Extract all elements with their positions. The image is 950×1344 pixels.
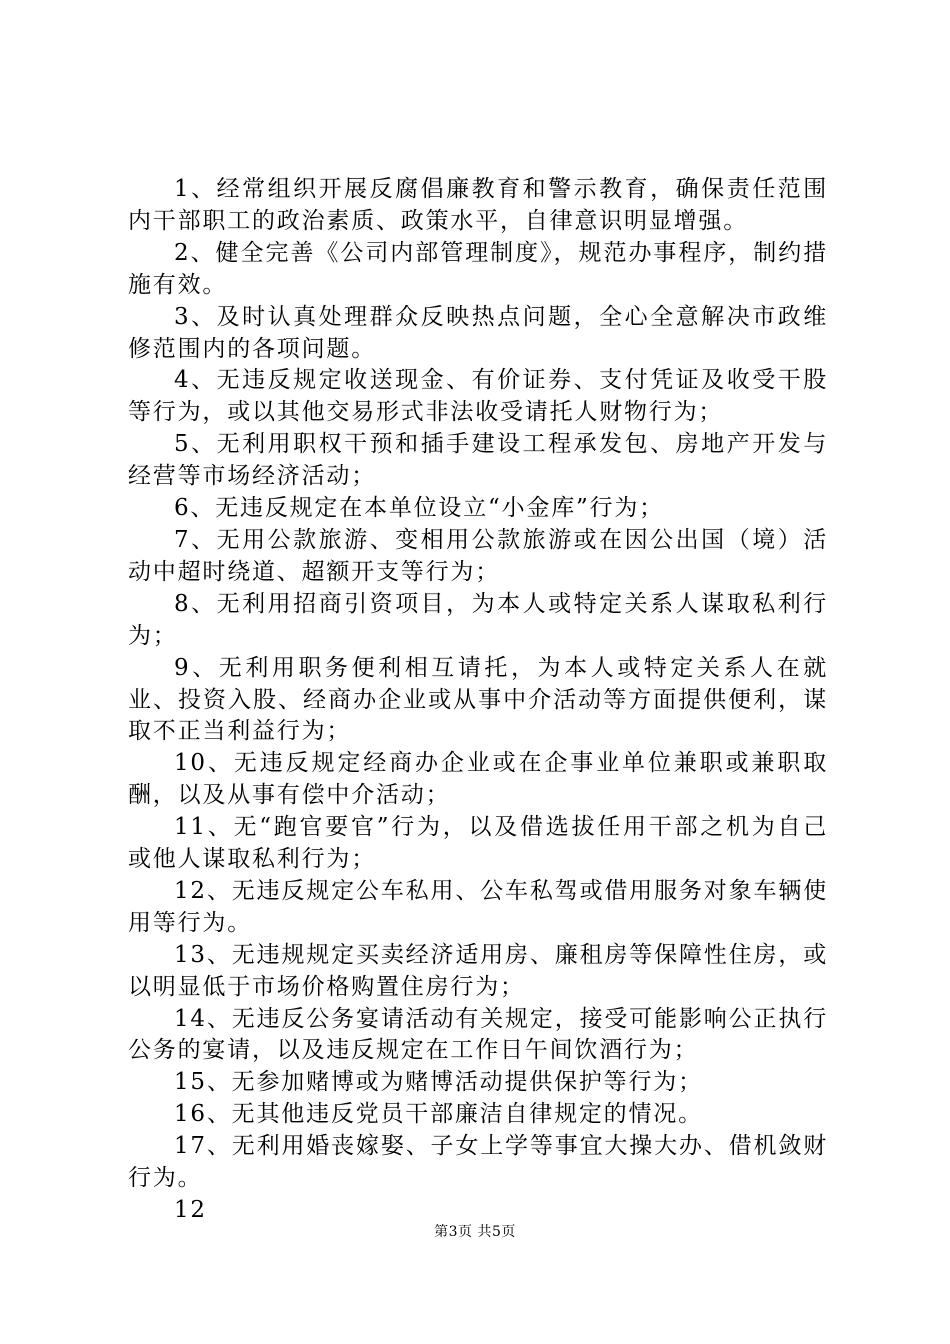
paragraph-9: 9、无利用职务便利相互请托，为本人或特定关系人在就业、投资入股、经商办企业或从事中介活动等方面提供便利，谋取不正当利益行为；: [128, 654, 828, 745]
paragraph-8: 8、无利用招商引资项目，为本人或特定关系人谋取私利行为；: [128, 590, 828, 649]
paragraph-7: 7、无用公款旅游、变相用公款旅游或在因公出国（境）活动中超时绕道、超额开支等行为；: [128, 526, 828, 585]
paragraph-4: 4、无违反规定收送现金、有价证券、支付凭证及收受干股等行为，或以其他交易形式非法收受请托人财物行为；: [128, 367, 828, 426]
paragraph-14: 14、无违反公务宴请活动有关规定，接受可能影响公正执行公务的宴请，以及违反规定在工作日午间饮酒行为；: [128, 1005, 828, 1064]
paragraph-12: 12、无违反规定公车私用、公车私驾或借用服务对象车辆使用等行为。: [128, 877, 828, 936]
paragraph-6: 6、无违反规定在本单位设立“小金库”行为；: [174, 495, 664, 522]
paragraph-16: 16、无其他违反党员干部廉洁自律规定的情况。: [174, 1101, 703, 1128]
paragraph-18: 12: [174, 1197, 207, 1223]
document-body: [128, 174, 828, 1227]
paragraph-15: 15、无参加赌博或为赌博活动提供保护等行为；: [174, 1069, 703, 1096]
page-number-footer: 第3页 共5页: [434, 1224, 516, 1240]
paragraph-13: 13、无违规规定买卖经济适用房、廉租房等保障性住房，或以明显低于市场价格购置住房行为；: [128, 941, 828, 1000]
paragraph-17: 17、无利用婚丧嫁娶、子女上学等事宜大操大办、借机敛财行为。: [128, 1133, 828, 1192]
paragraph-10: 10、无违反规定经商办企业或在企事业单位兼职或兼职取酬，以及从事有偿中介活动；: [128, 750, 828, 809]
paragraph-5: 5、无利用职权干预和插手建设工程承发包、房地产开发与经营等市场经济活动；: [128, 431, 828, 490]
paragraph-1: 1、经常组织开展反腐倡廉教育和警示教育，确保责任范围内干部职工的政治素质、政策水平，自律意识明显增强。: [128, 176, 828, 234]
paragraph-3: 3、及时认真处理群众反映热点问题，全心全意解决市政维修范围内的各项问题。: [128, 303, 828, 362]
paragraph-2: 2、健全完善《公司内部管理制度》，规范办事程序，制约措施有效。: [128, 239, 828, 298]
paragraph-11: 11、无“跑官要官”行为，以及借选拔任用干部之机为自己或他人谋取私利行为；: [128, 814, 828, 873]
